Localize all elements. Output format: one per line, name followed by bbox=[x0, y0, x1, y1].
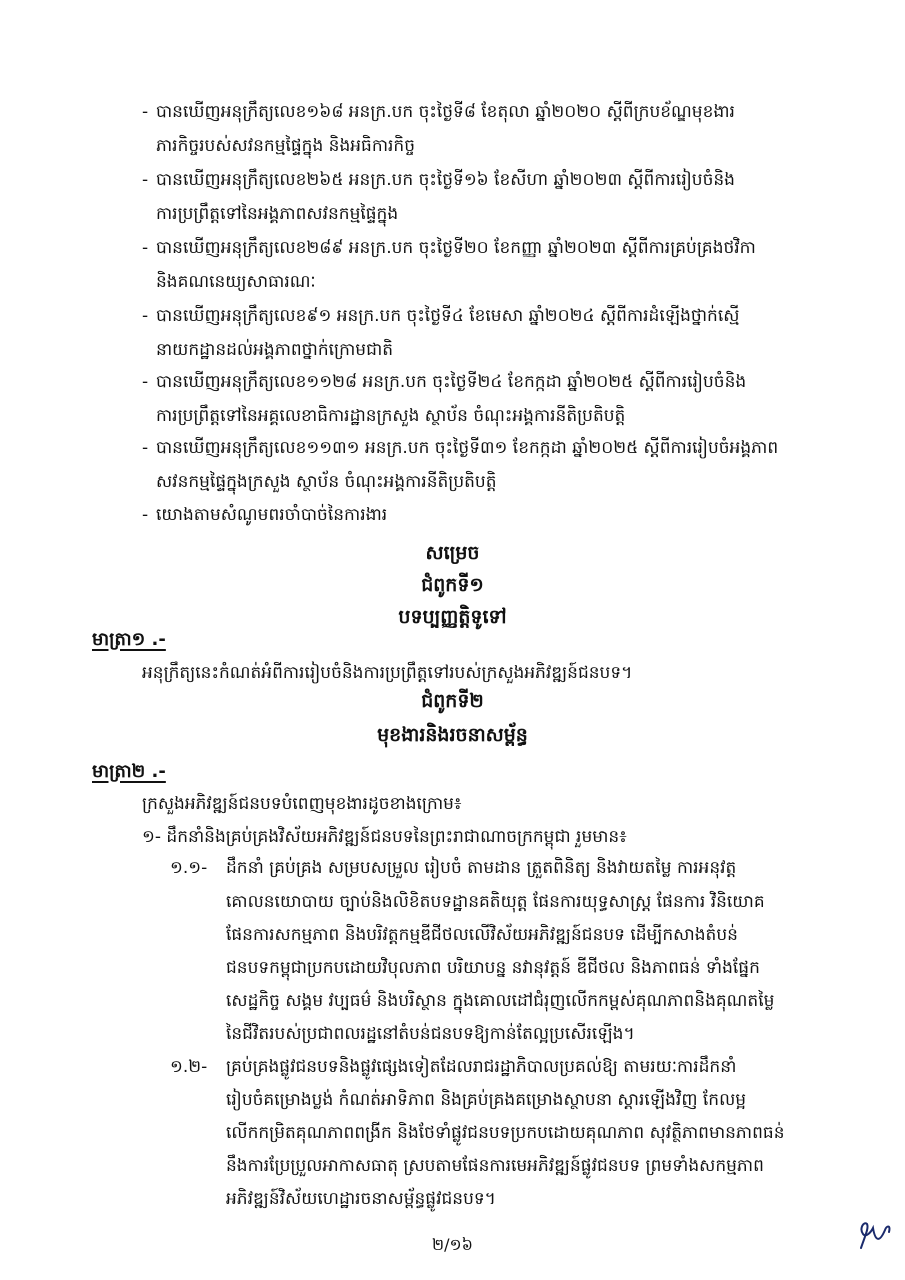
sub12-line: នឹងការប្រែប្រួលអាកាសធាតុ ស្របតាមផែនការមេអភិវឌ្ឍន៍ផ្លូវជនបទ ព្រមទាំងសកម្មភាព bbox=[226, 1156, 764, 1176]
chapter1-title: បទប្បញ្ញត្តិទូទៅ bbox=[398, 606, 507, 628]
preamble-item-5-line2: ការប្រព្រឹត្តទៅនៃអគ្គលេខាធិការដ្ឋានក្រសួង ស្ថាប័ន ចំណុះអង្គការនីតិប្រតិបត្តិ bbox=[156, 406, 626, 426]
preamble-dash: - bbox=[142, 505, 149, 525]
sub12-line: គ្រប់គ្រងផ្លូវជនបទនិងផ្លូវផ្សេងទៀតដែលរាជរដ្ឋាភិបាលប្រគល់ឱ្យ តាមរយៈការដឹកនាំ bbox=[226, 1057, 737, 1077]
sub12-label: ១.២- bbox=[170, 1057, 208, 1077]
preamble-item-1-line2: ភារកិច្ចរបស់សវនកម្មផ្ទៃក្នុង និងអធិការកិច្ច bbox=[156, 136, 415, 156]
article2-label bbox=[92, 760, 166, 784]
sub11-line: គោលនយោបាយ ច្បាប់និងលិខិតបទដ្ឋានគតិយុត្ត ផែនការយុទ្ធសាស្ត្រ ផែនការ វិនិយោគ bbox=[226, 892, 765, 912]
preamble-dash: - bbox=[142, 170, 149, 190]
preamble-dash: - bbox=[142, 306, 149, 326]
preamble-item-7-line1: យោងតាមសំណូមពរចាំបាច់នៃការងារ bbox=[156, 505, 388, 525]
sub11-line: សេដ្ឋកិច្ច សង្គម វប្បធម៌ និងបរិស្ថាន ក្នុងគោលដៅជំរុញលើកកម្ពស់គុណភាពនិងគុណតម្លៃ bbox=[226, 991, 775, 1011]
handwritten-initial-icon bbox=[855, 1218, 895, 1254]
preamble-item-3-line2: និងគណនេយ្យសាធារណៈ bbox=[156, 272, 316, 292]
article1-label bbox=[92, 628, 166, 652]
preamble-item-4-line1: បានឃើញអនុក្រឹត្យលេខ៩១ អនក្រ.បក ចុះថ្ងៃទី៤ ខែមេសា ឆ្នាំ២០២៤ ស្តីពីការដំឡើងថ្នាក់ស្មើ bbox=[156, 306, 740, 326]
sub12-line: លើកកម្រិតគុណភាពពង្រីក និងថែទាំផ្លូវជនបទប្រកបដោយគុណភាព សុវត្ថិភាពមានភាពធន់ bbox=[226, 1123, 785, 1143]
preamble-item-5-line1: បានឃើញអនុក្រឹត្យលេខ១១២៨ អនក្រ.បក ចុះថ្ងៃទី២៤ ខែកក្កដា ឆ្នាំ២០២៥ ស្តីពីការរៀបចំនិង bbox=[156, 372, 747, 392]
chapter2-title: មុខងារនិងរចនាសម្ព័ន្ធ bbox=[377, 724, 528, 746]
preamble-item-4-line2: នាយកដ្ឋានដល់អង្គភាពថ្នាក់ក្រោមជាតិ bbox=[156, 340, 394, 360]
article2-item1: ១- ដឹកនាំនិងគ្រប់គ្រងវិស័យអភិវឌ្ឍន៍ជនបទនៃព្រះរាជាណាចក្រកម្ពុជា រួមមាន៖ bbox=[142, 827, 627, 847]
sub11-line: ដឹកនាំ គ្រប់គ្រង សម្របសម្រួល រៀបចំ តាមដាន ត្រួតពិនិត្យ និងវាយតម្លៃ ការអនុវត្ត bbox=[226, 858, 737, 878]
article1-label-text: មាត្រា១ .- bbox=[92, 629, 166, 650]
chapter2-number: ជំពូកទី២ bbox=[421, 690, 484, 712]
decision-title: សម្រេច bbox=[425, 542, 480, 564]
preamble-item-6-line2: សវនកម្មផ្ទៃក្នុងក្រសួង ស្ថាប័ន ចំណុះអង្គការនីតិប្រតិបត្តិ bbox=[156, 472, 497, 492]
sub11-line: ផែនការសកម្មភាព និងបរិវត្តកម្មឌីជីថលលើវិស័យអភិវឌ្ឍន៍ជនបទ ដើម្បីកសាងតំបន់ bbox=[226, 925, 738, 945]
chapter1-number: ជំពូកទី១ bbox=[421, 574, 484, 596]
preamble-item-2-line1: បានឃើញអនុក្រឹត្យលេខ២៦៥ អនក្រ.បក ចុះថ្ងៃទី១៦ ខែសីហា ឆ្នាំ២០២៣ ស្តីពីការរៀបចំនិង bbox=[156, 170, 735, 190]
preamble-dash: - bbox=[142, 372, 149, 392]
preamble-item-3-line1: បានឃើញអនុក្រឹត្យលេខ២៨៩ អនក្រ.បក ចុះថ្ងៃទី២០ ខែកញ្ញា ឆ្នាំ២០២៣ ស្តីពីការគ្រប់គ្រងថវិកា bbox=[156, 238, 756, 258]
preamble-item-1-line1: បានឃើញអនុក្រឹត្យលេខ១៦៨ អនក្រ.បក ចុះថ្ងៃទី៨ ខែតុលា ឆ្នាំ២០២០ ស្តីពីក្របខ័ណ្ឌមុខងារ bbox=[156, 102, 735, 122]
sub11-line: ជនបទកម្ពុជាប្រកបដោយវិបុលភាព បរិយាបន្ន នវានុវត្តន៍ ឌីជីថល និងភាពធន់ ទាំងផ្នែក bbox=[226, 958, 760, 978]
sub12-line: អភិវឌ្ឍន៍វិស័យហេដ្ឋារចនាសម្ព័ន្ធផ្លូវជនបទ។ bbox=[226, 1189, 496, 1209]
preamble-dash: - bbox=[142, 102, 149, 122]
preamble-item-6-line1: បានឃើញអនុក្រឹត្យលេខ១១៣១ អនក្រ.បក ចុះថ្ងៃទី៣១ ខែកក្កដា ឆ្នាំ២០២៥ ស្តីពីការរៀបចំអង្គភាព bbox=[156, 438, 779, 458]
sub11-label: ១.១- bbox=[170, 858, 208, 878]
article2-intro: ក្រសួងអភិវឌ្ឍន៍ជនបទបំពេញមុខងារដូចខាងក្រោម៖ bbox=[142, 794, 462, 814]
preamble-item-2-line2: ការប្រព្រឹត្តទៅនៃអង្គភាពសវនកម្មផ្ទៃក្នុង bbox=[156, 204, 399, 224]
article1-text: អនុក្រឹត្យនេះកំណត់អំពីការរៀបចំនិងការប្រព្រឹត្តទៅរបស់ក្រសួងអភិវឌ្ឍន៍ជនបទ។ bbox=[142, 663, 633, 683]
sub11-line: នៃជីវិតរបស់ប្រជាពលរដ្ឋនៅតំបន់ជនបទឱ្យកាន់តែល្អប្រសើរឡើង។ bbox=[226, 1024, 635, 1044]
article2-label-text: មាត្រា២ .- bbox=[92, 761, 166, 782]
page-number: ២/១៦ bbox=[432, 1235, 473, 1254]
preamble-dash: - bbox=[142, 238, 149, 258]
sub12-line: រៀបចំគម្រោងប្លង់ កំណត់អាទិភាព និងគ្រប់គ្រងគម្រោងស្ថាបនា ស្តារឡើងវិញ កែលម្អ bbox=[226, 1090, 747, 1110]
preamble-dash: - bbox=[142, 438, 149, 458]
